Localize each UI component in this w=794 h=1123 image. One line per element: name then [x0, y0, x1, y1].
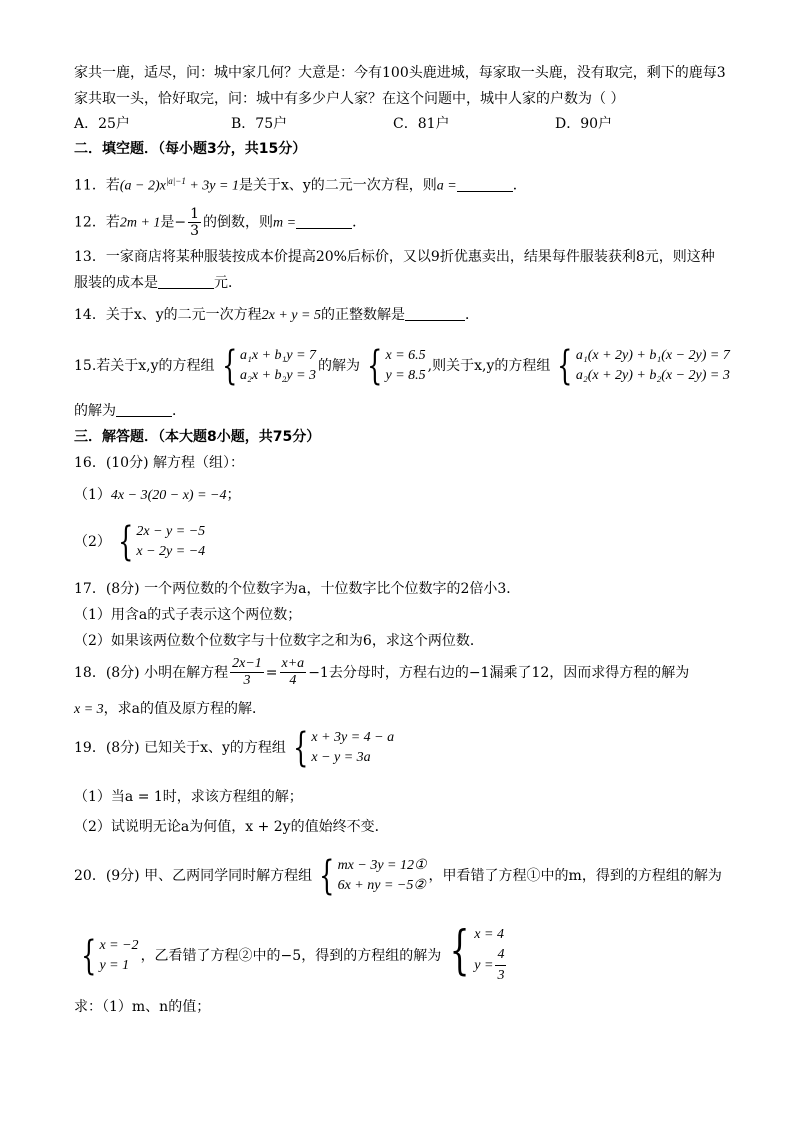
q20-mid2: ，乙看错了方程②中的−5，得到的方程组的解为: [140, 947, 442, 964]
q20-mid: ，甲看错了方程①中的m，得到的方程组的解为: [428, 868, 722, 884]
q13-line1: 13．一家商店将某种服装按成本价提高20%后标价，又以9折优惠卖出，结果每件服装获利8元，则这种: [74, 249, 715, 265]
q20-sys-row2: 6x + ny = −5②: [337, 878, 426, 893]
q15-sys1-row1: a₁x + b₁y = 7: [239, 348, 317, 363]
q16-sys-row1: 2x − y = −5: [136, 524, 206, 539]
q15-system1: [217, 343, 317, 389]
q15-line2a: 的解为: [74, 403, 116, 419]
q15: [74, 343, 732, 389]
q15-sol-y: y = 8.5: [385, 368, 426, 383]
q12: [74, 206, 366, 239]
q20-ask: 求：（1）m、n的值；: [74, 999, 211, 1015]
brace-icon: {: [221, 343, 237, 389]
brace-icon: {: [118, 519, 134, 565]
q12-prefix: 12．若: [74, 214, 120, 231]
brace-icon: {: [319, 853, 335, 899]
q10-line1: 家共一鹿，适尽，问：城中家几何？大意是：今有100头鹿进城，每家取一头鹿，没有取完，剩下的鹿每3: [74, 65, 726, 81]
q16-system: [113, 519, 206, 565]
q17-part1: （1）用含a的式子表示这个两位数；: [74, 607, 302, 623]
q13-blank[interactable]: [158, 274, 214, 289]
q20-line2: [74, 921, 510, 986]
brace-icon: {: [449, 921, 470, 981]
q16-p1-end: ；: [226, 487, 241, 503]
q12-den: 3: [190, 223, 200, 239]
q18-den2: 4: [289, 673, 297, 688]
q17-title: 17．(8分) 一个两位数的个位数字为a，十位数字比个位数字的2倍小3．: [74, 581, 521, 597]
q19-system: [288, 725, 395, 771]
q10-option-b: B．75户: [231, 116, 288, 132]
q12-mid2: 的倒数，则: [203, 214, 274, 231]
brace-icon: {: [292, 725, 309, 771]
q11-eq: (a − 2)x: [119, 178, 166, 194]
q16-part1: [74, 486, 240, 505]
q11-blank[interactable]: [457, 177, 513, 192]
q10-option-d: D．90户: [555, 116, 613, 132]
q14-prefix: 14．关于x、y的二元一次方程: [74, 307, 262, 323]
brace-icon: {: [367, 343, 383, 389]
q15-solution: [362, 343, 426, 389]
q18-line2: [74, 700, 266, 719]
q10-option-c: C．81户: [393, 116, 450, 132]
q20-sol1-y: y = 1: [99, 957, 130, 973]
q15-system2: [552, 343, 730, 389]
q17-part2: （2）如果该两位数个位数字与十位数字之和为6，求这个两位数．: [74, 633, 484, 649]
q12-fraction: [188, 206, 201, 239]
q20-sol2-den: 3: [497, 968, 505, 983]
q18-line2b: ，求a的值及原方程的解．: [103, 701, 267, 717]
q15-sol-x: x = 6.5: [385, 348, 426, 363]
q13-line2: [74, 274, 242, 292]
q13-line2b: 元．: [214, 275, 242, 291]
q12-eq: 2m + 1: [119, 215, 161, 231]
q15-end: ．: [172, 403, 186, 419]
q11-mid: 是关于x、y的二元一次方程，则: [238, 177, 437, 194]
q18-mid: −1去分母时，方程右边的−1漏乘了12，因而求得方程的解为: [308, 664, 690, 681]
q15-blank[interactable]: [116, 402, 172, 417]
q11-var: a =: [436, 178, 457, 194]
q15-sys2-row1: a₁(x + 2y) + b₁(x − 2y) = 7: [575, 348, 730, 363]
q20-sol2-x: x = 4: [474, 927, 504, 942]
q15-sys1-row2: a₂x + b₂y = 3: [239, 368, 317, 383]
q10-option-a: A．25户: [74, 116, 130, 132]
q12-blank[interactable]: [296, 214, 352, 229]
q19-prefix: 19．(8分) 已知关于x、y的方程组: [74, 740, 286, 756]
q20-sys-row1: mx − 3y = 12①: [337, 858, 427, 873]
q16-title: 16．(10分) 解方程（组）：: [74, 455, 245, 471]
q18-fraction2: [280, 656, 307, 689]
q12-var: m =: [273, 215, 297, 231]
q18-eqsign: =: [265, 664, 278, 681]
q10-line2: 家共取一头，恰好取完，问：城中有多少户人家？在这个问题中，城中人家的户数为（ ）: [74, 91, 625, 107]
q16-p1-eq: 4x − 3(20 − x) = −4: [110, 488, 227, 503]
section2-title: 二．填空题．（每小题3分，共15分）: [74, 141, 307, 157]
q20-sol2-num: 4: [495, 945, 506, 966]
section3-title: 三．解答题．（本大题8小题，共75分）: [74, 429, 321, 445]
q14: [74, 306, 479, 325]
q16-p2-label: （2）: [74, 534, 111, 550]
q19-part1: （1）当a = 1时，求该方程组的解；: [74, 789, 303, 805]
q15-line2: [74, 402, 186, 420]
q18-prefix: 18．(8分) 小明在解方程: [74, 664, 229, 681]
q18-num2: x+a: [281, 656, 305, 671]
q11: [74, 172, 527, 196]
q20-line1: [74, 853, 722, 899]
q18-line2a: x = 3: [74, 702, 104, 717]
q20-sol2-y: [474, 945, 508, 986]
q20-solution2: [443, 921, 508, 986]
q11-eq2: + 3y = 1: [185, 178, 239, 194]
q18-num1: 2x−1: [232, 656, 262, 671]
q16-part2: [74, 519, 207, 565]
q18-den1: 3: [243, 673, 251, 688]
q16-sys-row2: x − 2y = −4: [136, 544, 206, 559]
q20-solution1: [76, 932, 139, 979]
q16-p1-label: （1）: [74, 487, 111, 503]
q19-sys-row2: x − y = 3a: [311, 750, 371, 765]
q20-system: [314, 853, 427, 899]
brace-icon: {: [557, 343, 573, 389]
q15-mid2: ,则关于x,y的方程组: [427, 358, 551, 374]
q18-fraction1: [230, 656, 264, 689]
q11-prefix: 11．若: [74, 177, 120, 194]
q20-sol1-x: x = −2: [99, 937, 139, 953]
q14-blank[interactable]: [405, 306, 465, 321]
q19-part2: （2）试说明无论a为何值，x + 2y的值始终不变．: [74, 819, 389, 835]
q19-line1: [74, 725, 396, 771]
q18-line1: [74, 656, 689, 689]
q20-sol2-y-label: y =: [474, 957, 494, 973]
q20-sol2-fraction: [495, 945, 506, 986]
q15-prefix: 15.若关于x,y的方程组: [74, 358, 215, 374]
q15-mid: 的解为: [318, 358, 361, 374]
q12-neg: −: [174, 214, 187, 231]
q19-sys-row1: x + 3y = 4 − a: [311, 730, 395, 745]
q11-exp: |a|−1: [165, 176, 186, 186]
q20-prefix: 20．(9分) 甲、乙两同学同时解方程组: [74, 868, 313, 884]
q14-end: ．: [464, 307, 479, 323]
brace-icon: {: [81, 932, 97, 979]
q13-line2a: 服装的成本是: [74, 275, 158, 291]
q12-mid: 是: [160, 214, 175, 231]
q11-end: ．: [512, 177, 527, 194]
q14-eq: 2x + y = 5: [261, 308, 321, 323]
q14-mid: 的正整数解是: [320, 307, 405, 323]
q12-num: 1: [190, 206, 200, 222]
q12-end: ．: [352, 214, 367, 231]
q15-sys2-row2: a₂(x + 2y) + b₂(x − 2y) = 3: [575, 368, 730, 383]
